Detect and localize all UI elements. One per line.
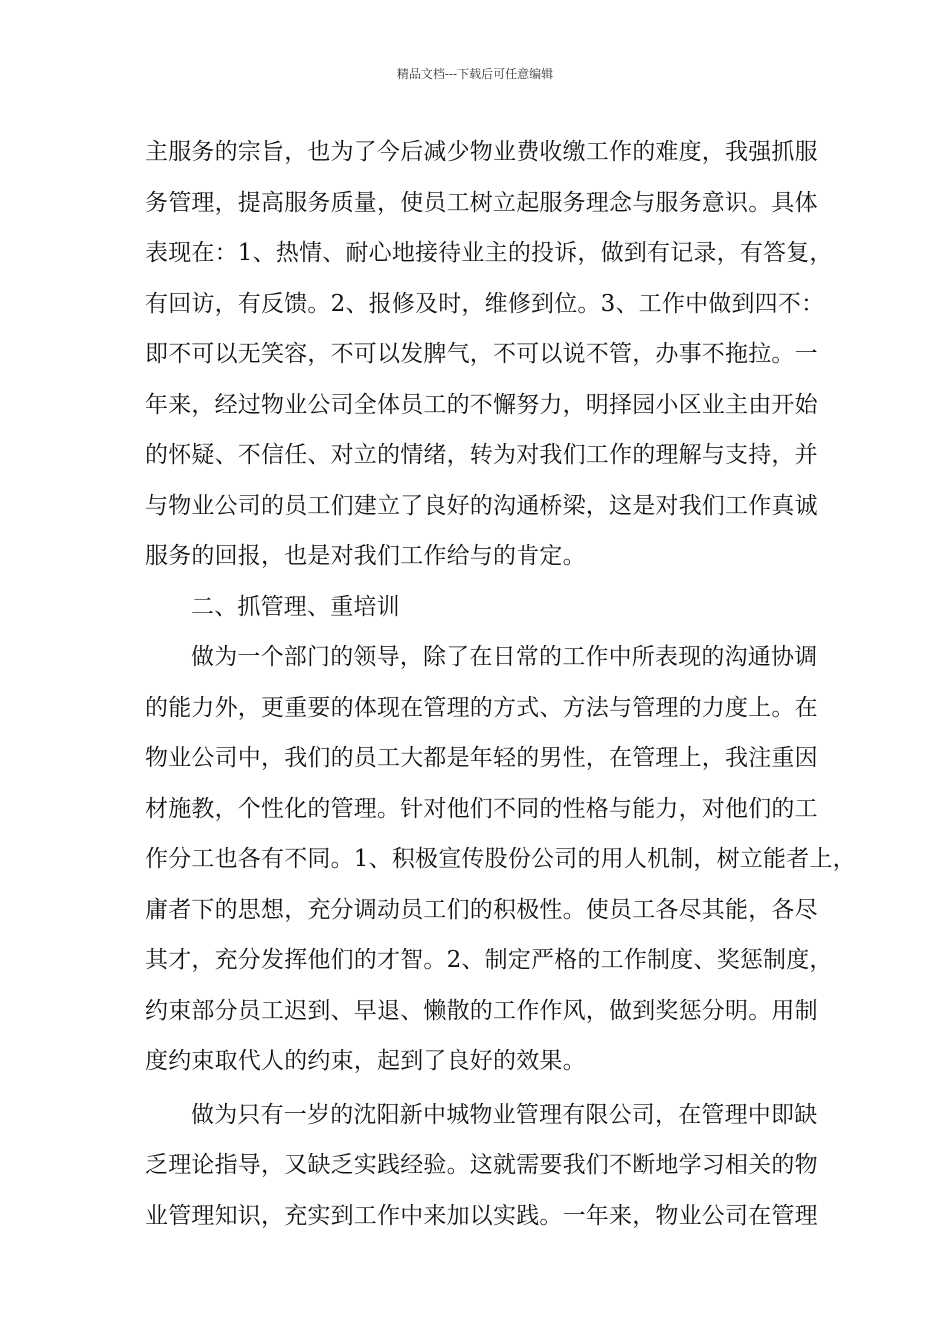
text-line: 约束部分员工迟到、早退、懒散的工作作风，做到奖惩分明。用制 [145,997,818,1024]
text-line: 的能力外，更重要的体现在管理的方式、方法与管理的力度上。在 [145,694,818,721]
text-line: 庸者下的思想，充分调动员工们的积极性。使员工各尽其能，各尽 [145,896,818,923]
text-line: 有回访，有反馈。2、报修及时，维修到位。3、工作中做到四不： [145,290,825,317]
text-line: 业管理知识，充实到工作中来加以实践。一年来，物业公司在管理 [145,1202,818,1229]
text-line: 务管理，提高服务质量，使员工树立起服务理念与服务意识。具体 [145,189,818,216]
text-line: 与物业公司的员工们建立了良好的沟通桥梁，这是对我们工作真诚 [145,492,818,519]
text-line: 的怀疑、不信任、对立的情绪，转为对我们工作的理解与支持，并 [145,442,818,468]
text-line: 即不可以无笑容，不可以发脾气，不可以说不管，办事不拖拉。一 [145,341,818,367]
text-line: 表现在：1、热情、耐心地接待业主的投诉，做到有记录，有答复， [145,240,833,266]
document-body [145,130,856,1244]
text-line: 乏理论指导，又缺乏实践经验。这就需要我们不断地学习相关的物 [145,1152,818,1178]
text-line: 物业公司中，我们的员工大都是年轻的男性，在管理上，我注重因 [145,745,818,771]
text-line: 服务的回报，也是对我们工作给与的肯定。 [145,543,586,569]
page-header: 精品文档---下载后可任意编辑 [396,67,554,81]
section-heading: 二、抓管理、重培训 [191,593,400,620]
text-line: 年来，经过物业公司全体员工的不懈努力，明择园小区业主由开始 [145,391,818,418]
paragraph-first-line: 做为只有一岁的沈阳新中城物业管理有限公司，在管理中即缺 [191,1101,818,1128]
text-line: 主服务的宗旨，也为了今后减少物业费收缴工作的难度，我强抓服 [145,139,818,165]
text-line: 度约束取代人的约束，起到了良好的效果。 [145,1048,586,1074]
text-line: 材施教，个性化的管理。针对他们不同的性格与能力，对他们的工 [145,795,818,822]
text-line: 作分工也各有不同。1、积极宣传股份公司的用人机制，树立能者上， [145,846,856,872]
text-line: 其才，充分发挥他们的才智。2、制定严格的工作制度、奖惩制度， [145,947,833,973]
paragraph-first-line: 做为一个部门的领导，除了在日常的工作中所表现的沟通协调 [191,644,818,670]
